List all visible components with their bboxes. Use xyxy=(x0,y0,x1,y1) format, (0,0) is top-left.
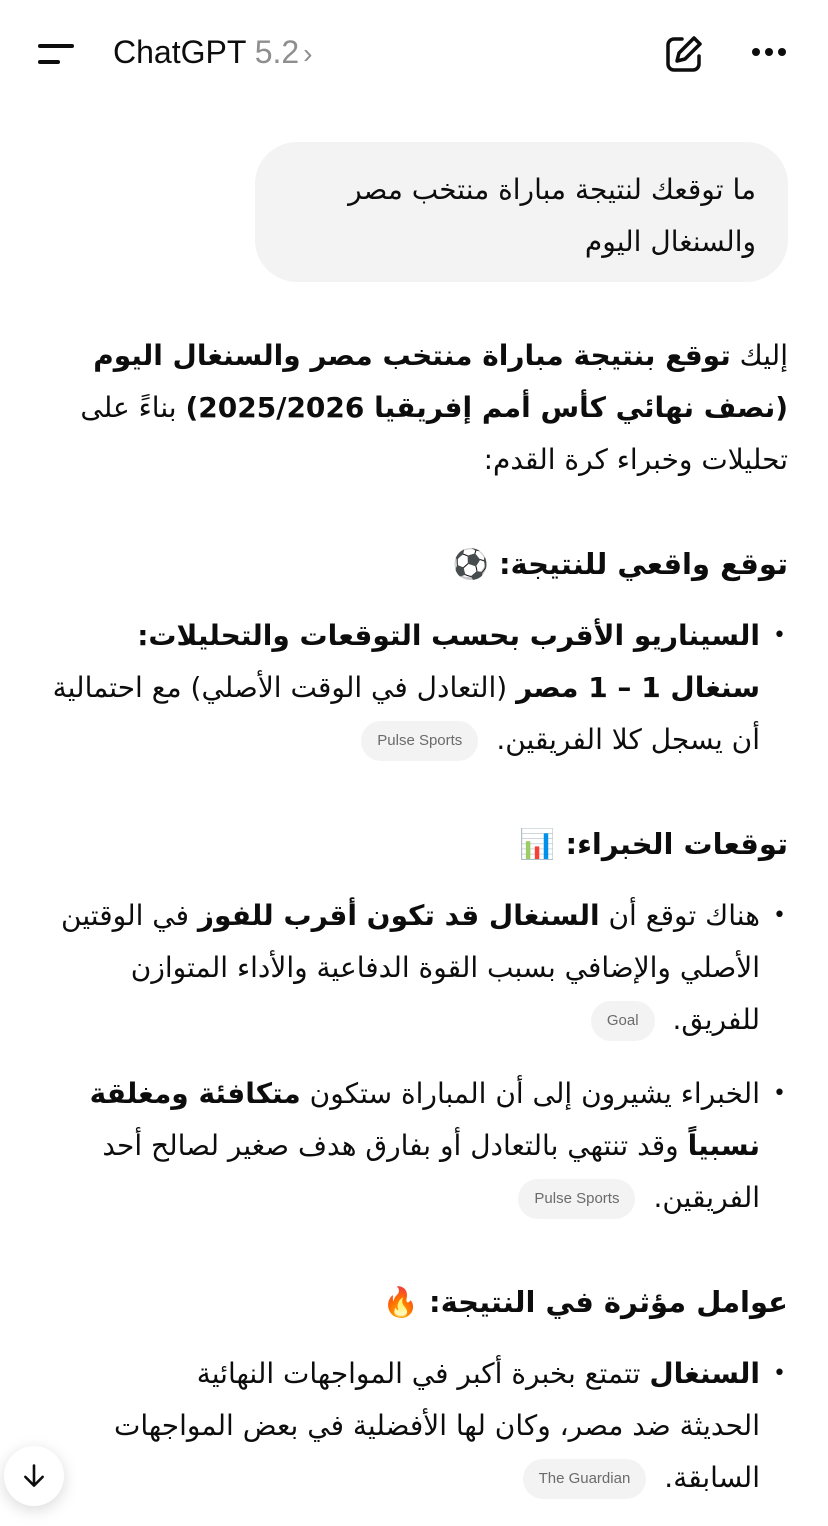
model-version: 5.2 xyxy=(254,34,300,70)
list-item xyxy=(38,610,788,766)
body-text: تتمتع بخبرة أكبر في المواجهات النهائية الحديثة ضد مصر، وكان لها الأفضلية في بعض المواجهات السابقة. xyxy=(113,1357,760,1494)
model-selector[interactable] xyxy=(113,34,313,71)
score-text: سنغال 1 – 1 مصر xyxy=(516,671,760,704)
heading-text: عوامل مؤثرة في النتيجة: xyxy=(428,1285,788,1319)
arrow-down-icon xyxy=(21,1463,47,1489)
heading-text: توقع واقعي للنتيجة: xyxy=(498,547,788,581)
soccer-ball-icon: ⚽ xyxy=(452,547,489,581)
list-item xyxy=(38,1068,788,1224)
source-chip[interactable]: The Guardian xyxy=(523,1459,647,1499)
user-message-bubble: ما توقعك لنتيجة مباراة منتخب مصر والسنغال اليوم xyxy=(255,142,788,282)
body-text: (التعادل في الوقت الأصلي) مع احتمالية أن يسجل كلا الفريقين. xyxy=(52,671,760,756)
chevron-right-icon: › xyxy=(303,38,313,69)
section-heading-prediction xyxy=(38,538,788,590)
body-text: وقد تنتهي بالتعادل أو بفارق هدف صغير لصالح أحد الفريقين. xyxy=(102,1129,760,1214)
fire-icon: 🔥 xyxy=(382,1285,419,1319)
menu-icon[interactable] xyxy=(38,42,74,66)
list-item xyxy=(38,890,788,1046)
top-bar xyxy=(0,0,828,105)
intro-text-end: بناءً على تحليلات وخبراء كرة القدم: xyxy=(80,391,788,476)
intro-text: إليك xyxy=(730,339,788,372)
more-options-icon[interactable] xyxy=(752,40,792,64)
bar-chart-icon: 📊 xyxy=(519,827,556,861)
scroll-to-bottom-button[interactable] xyxy=(4,1446,64,1506)
bold-text: متكافئة ومغلقة نسبياً xyxy=(89,1077,760,1162)
heading-text: توقعات الخبراء: xyxy=(565,827,788,861)
body-text: في الوقتين الأصلي والإضافي بسبب القوة الدفاعية والأداء المتوازن للفريق. xyxy=(61,899,760,1036)
body-text: الخبراء يشيرون إلى أن المباراة ستكون xyxy=(300,1077,760,1110)
new-chat-edit-icon[interactable] xyxy=(664,34,704,74)
bold-text: السنغال قد تكون أقرب للفوز xyxy=(197,899,600,932)
section-heading-experts xyxy=(38,818,788,870)
intro-paragraph xyxy=(38,330,788,486)
app-title: ChatGPT xyxy=(113,34,246,70)
section-heading-factors xyxy=(38,1276,788,1328)
source-chip[interactable]: Pulse Sports xyxy=(361,721,478,761)
bold-text: السنغال xyxy=(649,1357,760,1390)
source-chip[interactable]: Pulse Sports xyxy=(518,1179,635,1219)
list-item xyxy=(38,1348,788,1504)
intro-bold: توقع بنتيجة مباراة منتخب مصر والسنغال اليوم (نصف نهائي كأس أمم إفريقيا 2025/2026) xyxy=(93,339,788,424)
bottom-fade xyxy=(0,1501,828,1513)
body-text: هناك توقع أن xyxy=(599,899,760,932)
source-chip[interactable]: Goal xyxy=(591,1001,655,1041)
bold-text: السيناريو الأقرب بحسب التوقعات والتحليلات: xyxy=(137,619,760,652)
assistant-response xyxy=(38,330,788,1526)
